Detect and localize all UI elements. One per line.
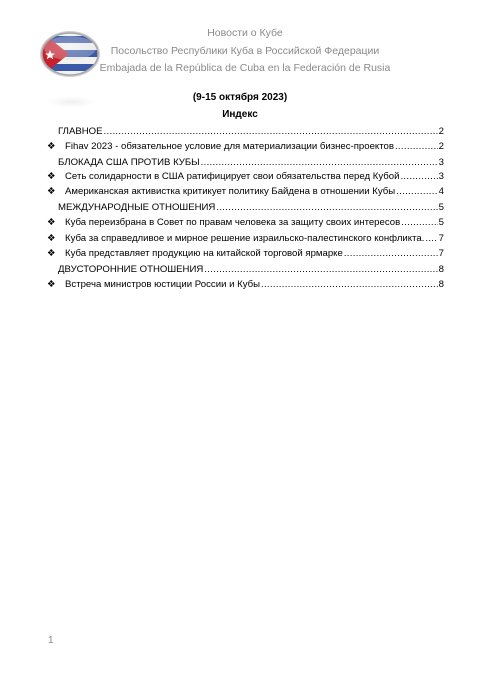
toc-entry-text: Встреча министров юстиции России и Кубы: [65, 279, 260, 290]
toc-entry[interactable]: [65, 248, 444, 260]
toc-dot-leader: [400, 171, 437, 183]
toc-section[interactable]: [58, 157, 444, 169]
toc-bullet-icon: ❖: [47, 248, 56, 259]
toc-entry[interactable]: [65, 186, 444, 198]
toc-section[interactable]: [58, 126, 444, 138]
toc-page-number: 2: [438, 141, 444, 152]
toc-entry[interactable]: [65, 279, 444, 291]
toc-section[interactable]: [58, 202, 444, 214]
embassy-name-spanish: Embajada de la República de Cuba en la Federación de Rusia: [99, 62, 391, 74]
toc-bullet-icon: ❖: [47, 171, 56, 182]
toc-dot-leader: [395, 141, 438, 153]
toc-bullet-icon: ❖: [47, 279, 56, 290]
toc-bullet-icon: ❖: [47, 217, 56, 228]
toc-page-number: 3: [438, 157, 444, 168]
toc-bullet-icon: ❖: [47, 233, 56, 244]
toc-page-number: 4: [438, 186, 444, 197]
toc-dot-leader: [344, 248, 438, 260]
toc-entry-text: ГЛАВНОЕ: [58, 126, 103, 137]
toc-page-number: 8: [438, 264, 444, 275]
toc-page-number: 5: [438, 217, 444, 228]
date-range: (9-15 октября 2023): [192, 92, 288, 103]
toc-dot-leader: [204, 264, 437, 276]
toc-entry[interactable]: [65, 141, 444, 153]
toc-bullet-icon: ❖: [47, 141, 56, 152]
toc-dot-leader: [396, 186, 437, 198]
embassy-name-russian: Посольство Республики Куба в Российской Федерации: [110, 45, 380, 57]
toc-entry-text: Куба переизбрана в Совет по правам человека за защиту своих интересов: [65, 217, 401, 228]
index-heading: Индекс: [222, 109, 258, 120]
toc-entry-text: Сеть солидарности в США ратифицирует свои обязательства перед Кубой: [65, 171, 400, 182]
toc-dot-leader: [104, 126, 438, 138]
toc-entry-text: Американская активистка критикует политику Байдена в отношении Кубы: [65, 186, 396, 197]
toc-dot-leader: [425, 233, 437, 245]
toc-page-number: 8: [438, 279, 444, 290]
toc-page-number: 7: [438, 248, 444, 259]
toc-entry[interactable]: [65, 217, 444, 229]
toc-dot-leader: [201, 157, 438, 169]
toc-page-number: 3: [438, 171, 444, 182]
newsletter-title: Новости о Кубе: [207, 27, 283, 39]
toc-entry-text: Fihav 2023 - обязательное условие для материализации бизнес-проектов: [65, 141, 394, 152]
toc-page-number: 7: [438, 233, 444, 244]
toc-entry[interactable]: [65, 233, 444, 245]
toc-dot-leader: [216, 202, 437, 214]
toc-section[interactable]: [58, 264, 444, 276]
toc-entry-text: Куба за справедливое и мирное решение израильско-палестинского конфликта.: [65, 233, 425, 244]
toc-entry-text: БЛОКАДА США ПРОТИВ КУБЫ: [58, 157, 200, 168]
toc-entry[interactable]: [65, 171, 444, 183]
toc-bullet-icon: ❖: [47, 186, 56, 197]
toc-entry-text: Куба представляет продукцию на китайской торговой ярмарке: [65, 248, 343, 259]
toc-entry-text: МЕЖДУНАРОДНЫЕ ОТНОШЕНИЯ: [58, 202, 216, 213]
toc-dot-leader: [401, 217, 437, 229]
toc-dot-leader: [261, 279, 438, 291]
page-number: 1: [48, 635, 54, 646]
toc-entry-text: ДВУСТОРОННИЕ ОТНОШЕНИЯ: [58, 264, 204, 275]
toc-page-number: 2: [438, 126, 444, 137]
toc-page-number: 5: [438, 202, 444, 213]
